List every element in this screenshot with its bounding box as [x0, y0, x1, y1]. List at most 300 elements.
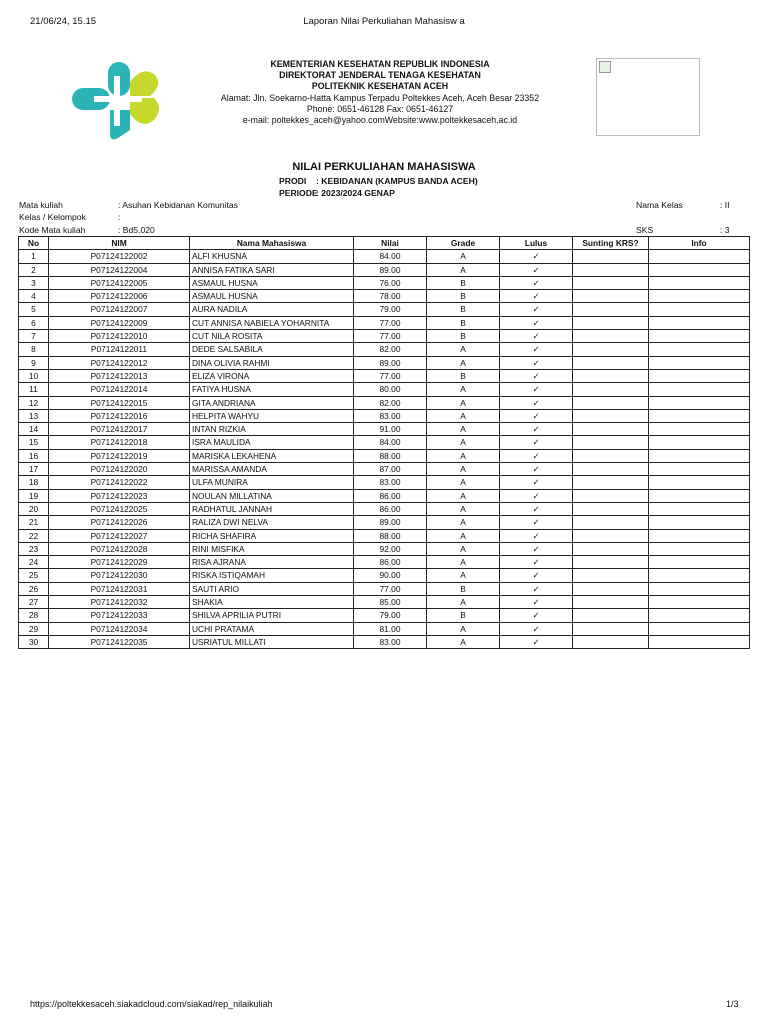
cell-nilai: 86.00: [354, 489, 427, 502]
table-row: [19, 343, 750, 356]
cell-no: 10: [19, 369, 49, 382]
cell-lulus: ✓: [500, 409, 573, 422]
table-row: [19, 463, 750, 476]
cell-info: [649, 343, 750, 356]
cell-info: [649, 383, 750, 396]
cell-nilai: 85.00: [354, 596, 427, 609]
cell-grade: A: [427, 396, 500, 409]
cell-no: 22: [19, 529, 49, 542]
table-row: [19, 423, 750, 436]
cell-lulus: ✓: [500, 396, 573, 409]
cell-sunting: [573, 250, 649, 263]
cell-no: 24: [19, 556, 49, 569]
cell-nilai: 90.00: [354, 569, 427, 582]
cell-lulus: ✓: [500, 463, 573, 476]
cell-name: ULFA MUNIRA: [190, 476, 354, 489]
institution-line3: POLITEKNIK KESEHATAN ACEH: [311, 81, 449, 92]
cell-grade: B: [427, 276, 500, 289]
cell-name: RINI MISFIKA: [190, 542, 354, 555]
cell-nim: P07124122031: [49, 582, 190, 595]
cell-no: 18: [19, 476, 49, 489]
cell-sunting: [573, 409, 649, 422]
table-row: [19, 356, 750, 369]
col-nilai-header: Nilai: [354, 237, 427, 250]
cell-nim: P07124122016: [49, 409, 190, 422]
cell-sunting: [573, 609, 649, 622]
cell-no: 15: [19, 436, 49, 449]
cell-no: 30: [19, 635, 49, 648]
kelas-kelompok-value: :: [118, 212, 121, 222]
cell-name: USRIATUL MILLATI: [190, 635, 354, 648]
cell-sunting: [573, 396, 649, 409]
cell-name: ANNISA FATIKA SARI: [190, 263, 354, 276]
cell-name: DEDE SALSABILA: [190, 343, 354, 356]
col-name-header: Nama Mahasiswa: [190, 237, 354, 250]
grades-table: [18, 236, 750, 649]
cell-name: HELPITA WAHYU: [190, 409, 354, 422]
report-title: NILAI PERKULIAHAN MAHASISWA: [292, 161, 476, 173]
cell-lulus: ✓: [500, 635, 573, 648]
cell-nilai: 82.00: [354, 396, 427, 409]
col-sunting-header: Sunting KRS?: [573, 237, 649, 250]
cell-nilai: 77.00: [354, 330, 427, 343]
cell-nim: P07124122025: [49, 502, 190, 515]
cell-nim: P07124122033: [49, 609, 190, 622]
cell-info: [649, 609, 750, 622]
cell-nim: P07124122023: [49, 489, 190, 502]
col-lulus-header: Lulus: [500, 237, 573, 250]
cell-no: 21: [19, 516, 49, 529]
cell-lulus: ✓: [500, 356, 573, 369]
cell-nim: P07124122004: [49, 263, 190, 276]
kemenkes-logo-icon: [70, 58, 162, 142]
nama-kelas-value: : II: [720, 200, 730, 210]
cell-no: 19: [19, 489, 49, 502]
cell-lulus: ✓: [500, 489, 573, 502]
cell-grade: B: [427, 609, 500, 622]
print-page-title: Laporan Nilai Perkuliahan Mahasisw a: [303, 16, 465, 27]
cell-info: [649, 569, 750, 582]
kelas-kelompok-label: Kelas / Kelompok: [19, 212, 86, 222]
cell-sunting: [573, 635, 649, 648]
cell-grade: B: [427, 303, 500, 316]
cell-info: [649, 263, 750, 276]
cell-lulus: ✓: [500, 250, 573, 263]
table-row: [19, 449, 750, 462]
cell-sunting: [573, 463, 649, 476]
cell-nilai: 88.00: [354, 529, 427, 542]
cell-info: [649, 596, 750, 609]
cell-lulus: ✓: [500, 609, 573, 622]
cell-no: 5: [19, 303, 49, 316]
institution-contact: e-mail: poltekkes_aceh@yahoo.comWebsite:www.poltekkesaceh.ac.id: [242, 115, 518, 126]
table-row: [19, 529, 750, 542]
cell-lulus: ✓: [500, 569, 573, 582]
cell-sunting: [573, 383, 649, 396]
cell-nim: P07124122015: [49, 396, 190, 409]
cell-name: GITA ANDRIANA: [190, 396, 354, 409]
cell-no: 26: [19, 582, 49, 595]
cell-info: [649, 449, 750, 462]
prodi-label: PRODI: [279, 176, 307, 186]
cell-nilai: 77.00: [354, 369, 427, 382]
cell-sunting: [573, 303, 649, 316]
col-grade-header: Grade: [427, 237, 500, 250]
sks-value: : 3: [720, 225, 730, 235]
broken-image-placeholder: [596, 58, 700, 136]
cell-nim: P07124122032: [49, 596, 190, 609]
cell-grade: A: [427, 263, 500, 276]
cell-name: SHAKIA: [190, 596, 354, 609]
kode-mk-label: Kode Mata kuliah: [19, 225, 86, 235]
cell-no: 14: [19, 423, 49, 436]
cell-nilai: 80.00: [354, 383, 427, 396]
cell-nim: P07124122030: [49, 569, 190, 582]
table-row: [19, 516, 750, 529]
cell-lulus: ✓: [500, 303, 573, 316]
cell-no: 20: [19, 502, 49, 515]
table-row: [19, 476, 750, 489]
institution-line1: KEMENTERIAN KESEHATAN REPUBLIK INDONESIA: [270, 59, 490, 69]
table-row: [19, 622, 750, 635]
cell-name: MARISKA LEKAHENA: [190, 449, 354, 462]
cell-lulus: ✓: [500, 423, 573, 436]
cell-nilai: 77.00: [354, 316, 427, 329]
cell-lulus: ✓: [500, 542, 573, 555]
cell-grade: A: [427, 423, 500, 436]
cell-grade: A: [427, 635, 500, 648]
cell-sunting: [573, 356, 649, 369]
cell-no: 8: [19, 343, 49, 356]
cell-sunting: [573, 489, 649, 502]
cell-lulus: ✓: [500, 476, 573, 489]
cell-grade: A: [427, 529, 500, 542]
cell-grade: B: [427, 369, 500, 382]
cell-no: 2: [19, 263, 49, 276]
cell-no: 7: [19, 330, 49, 343]
cell-no: 16: [19, 449, 49, 462]
cell-nilai: 83.00: [354, 409, 427, 422]
cell-nim: P07124122019: [49, 449, 190, 462]
cell-name: MARISSA AMANDA: [190, 463, 354, 476]
cell-info: [649, 542, 750, 555]
cell-nilai: 82.00: [354, 343, 427, 356]
cell-name: RICHA SHAFIRA: [190, 529, 354, 542]
cell-name: ALFI KHUSNA: [190, 250, 354, 263]
cell-nim: P07124122028: [49, 542, 190, 555]
cell-nim: P07124122018: [49, 436, 190, 449]
cell-sunting: [573, 569, 649, 582]
kode-mk-value: : Bd5.020: [118, 225, 155, 235]
table-row: [19, 596, 750, 609]
grades-table-body: [19, 250, 750, 649]
table-row: [19, 556, 750, 569]
cell-sunting: [573, 542, 649, 555]
cell-no: 23: [19, 542, 49, 555]
cell-nilai: 76.00: [354, 276, 427, 289]
cell-nilai: 81.00: [354, 622, 427, 635]
cell-lulus: ✓: [500, 316, 573, 329]
cell-sunting: [573, 263, 649, 276]
cell-nim: P07124122017: [49, 423, 190, 436]
cell-nilai: 77.00: [354, 582, 427, 595]
cell-info: [649, 463, 750, 476]
cell-name: DINA OLIVIA RAHMI: [190, 356, 354, 369]
cell-nim: P07124122012: [49, 356, 190, 369]
cell-name: RISA AJRANA: [190, 556, 354, 569]
cell-grade: B: [427, 316, 500, 329]
table-row: [19, 303, 750, 316]
cell-grade: B: [427, 290, 500, 303]
institution-header: [170, 59, 590, 126]
cell-nim: P07124122013: [49, 369, 190, 382]
cell-name: INTAN RIZKIA: [190, 423, 354, 436]
cell-info: [649, 316, 750, 329]
cell-grade: A: [427, 556, 500, 569]
cell-grade: A: [427, 436, 500, 449]
table-row: [19, 396, 750, 409]
cell-no: 1: [19, 250, 49, 263]
table-row: [19, 609, 750, 622]
cell-sunting: [573, 582, 649, 595]
table-row: [19, 276, 750, 289]
periode-value: : 2023/2024 GENAP: [316, 188, 395, 198]
cell-nim: P07124122026: [49, 516, 190, 529]
cell-lulus: ✓: [500, 529, 573, 542]
cell-grade: A: [427, 622, 500, 635]
prodi-value: : KEBIDANAN (KAMPUS BANDA ACEH): [316, 176, 478, 186]
cell-name: SAUTI ARIO: [190, 582, 354, 595]
cell-nim: P07124122009: [49, 316, 190, 329]
cell-grade: A: [427, 502, 500, 515]
cell-sunting: [573, 330, 649, 343]
print-footer-url: https://poltekkesaceh.siakadcloud.com/siakad/rep_nilaikuliah: [30, 999, 273, 1009]
cell-nim: P07124122027: [49, 529, 190, 542]
cell-sunting: [573, 502, 649, 515]
cell-name: RISKA ISTIQAMAH: [190, 569, 354, 582]
cell-nim: P07124122020: [49, 463, 190, 476]
cell-lulus: ✓: [500, 516, 573, 529]
cell-name: NOULAN MILLATINA: [190, 489, 354, 502]
table-row: [19, 290, 750, 303]
cell-sunting: [573, 529, 649, 542]
cell-name: CUT NILA ROSITA: [190, 330, 354, 343]
col-nim-header: NIM: [49, 237, 190, 250]
cell-lulus: ✓: [500, 263, 573, 276]
cell-nim: P07124122005: [49, 276, 190, 289]
cell-info: [649, 516, 750, 529]
cell-info: [649, 330, 750, 343]
cell-info: [649, 290, 750, 303]
cell-no: 25: [19, 569, 49, 582]
institution-line2: DIREKTORAT JENDERAL TENAGA KESEHATAN: [279, 70, 481, 81]
cell-nim: P07124122007: [49, 303, 190, 316]
cell-grade: A: [427, 489, 500, 502]
cell-grade: A: [427, 383, 500, 396]
cell-grade: A: [427, 542, 500, 555]
cell-info: [649, 635, 750, 648]
cell-sunting: [573, 622, 649, 635]
cell-name: ISRA MAULIDA: [190, 436, 354, 449]
cell-grade: A: [427, 476, 500, 489]
institution-phone: Phone: 0651-46128 Fax: 0651-46127: [306, 103, 454, 114]
cell-name: AURA NADILA: [190, 303, 354, 316]
cell-name: ASMAUL HUSNA: [190, 290, 354, 303]
cell-info: [649, 396, 750, 409]
cell-sunting: [573, 556, 649, 569]
cell-grade: A: [427, 596, 500, 609]
cell-info: [649, 250, 750, 263]
table-row: [19, 263, 750, 276]
cell-nilai: 79.00: [354, 609, 427, 622]
cell-lulus: ✓: [500, 436, 573, 449]
cell-lulus: ✓: [500, 596, 573, 609]
table-row: [19, 436, 750, 449]
cell-grade: A: [427, 569, 500, 582]
table-row: [19, 409, 750, 422]
cell-info: [649, 582, 750, 595]
cell-grade: B: [427, 582, 500, 595]
table-row: [19, 369, 750, 382]
cell-no: 28: [19, 609, 49, 622]
cell-sunting: [573, 316, 649, 329]
cell-name: SHILVA APRILIA PUTRI: [190, 609, 354, 622]
cell-nim: P07124122022: [49, 476, 190, 489]
cell-grade: A: [427, 516, 500, 529]
print-datetime: 21/06/24, 15.15: [30, 16, 97, 27]
print-page-number: 1/3: [726, 999, 739, 1009]
cell-info: [649, 356, 750, 369]
table-row: [19, 582, 750, 595]
cell-info: [649, 409, 750, 422]
cell-nilai: 91.00: [354, 423, 427, 436]
table-row: [19, 542, 750, 555]
cell-sunting: [573, 516, 649, 529]
cell-nilai: 88.00: [354, 449, 427, 462]
table-row: [19, 569, 750, 582]
cell-grade: A: [427, 409, 500, 422]
cell-nim: P07124122034: [49, 622, 190, 635]
cell-sunting: [573, 476, 649, 489]
col-no-header: No: [19, 237, 49, 250]
institution-address: Alamat: Jln. Soekarno-Hatta Kampus Terpadu Poltekkes Aceh, Aceh Besar 23352: [220, 92, 540, 103]
cell-nilai: 89.00: [354, 356, 427, 369]
cell-nim: P07124122014: [49, 383, 190, 396]
cell-lulus: ✓: [500, 582, 573, 595]
cell-info: [649, 476, 750, 489]
cell-lulus: ✓: [500, 330, 573, 343]
cell-name: CUT ANNISA NABIELA YOHARNITA: [190, 316, 354, 329]
cell-no: 17: [19, 463, 49, 476]
table-row: [19, 502, 750, 515]
cell-info: [649, 502, 750, 515]
cell-info: [649, 436, 750, 449]
cell-nilai: 87.00: [354, 463, 427, 476]
cell-grade: A: [427, 356, 500, 369]
table-row: [19, 383, 750, 396]
cell-nilai: 92.00: [354, 542, 427, 555]
cell-info: [649, 622, 750, 635]
cell-name: ELIZA VIRONA: [190, 369, 354, 382]
cell-nilai: 86.00: [354, 556, 427, 569]
cell-nim: P07124122029: [49, 556, 190, 569]
cell-sunting: [573, 449, 649, 462]
col-info-header: Info: [649, 237, 750, 250]
cell-nim: P07124122002: [49, 250, 190, 263]
cell-nim: P07124122006: [49, 290, 190, 303]
cell-name: RALIZA DWI NELVA: [190, 516, 354, 529]
cell-nilai: 89.00: [354, 516, 427, 529]
broken-image-icon: [599, 61, 611, 73]
cell-no: 12: [19, 396, 49, 409]
cell-nim: P07124122011: [49, 343, 190, 356]
cell-grade: B: [427, 330, 500, 343]
nama-kelas-label: Nama Kelas: [636, 200, 683, 210]
cell-nilai: 84.00: [354, 436, 427, 449]
cell-lulus: ✓: [500, 369, 573, 382]
cell-sunting: [573, 423, 649, 436]
cell-info: [649, 369, 750, 382]
cell-sunting: [573, 436, 649, 449]
table-row: [19, 250, 750, 263]
cell-lulus: ✓: [500, 383, 573, 396]
cell-lulus: ✓: [500, 343, 573, 356]
cell-no: 4: [19, 290, 49, 303]
cell-lulus: ✓: [500, 502, 573, 515]
cell-lulus: ✓: [500, 276, 573, 289]
cell-nilai: 83.00: [354, 635, 427, 648]
table-row: [19, 316, 750, 329]
cell-sunting: [573, 290, 649, 303]
cell-lulus: ✓: [500, 622, 573, 635]
cell-grade: A: [427, 250, 500, 263]
cell-no: 13: [19, 409, 49, 422]
cell-name: ASMAUL HUSNA: [190, 276, 354, 289]
cell-nim: P07124122035: [49, 635, 190, 648]
table-row: [19, 330, 750, 343]
cell-lulus: ✓: [500, 449, 573, 462]
cell-nilai: 78.00: [354, 290, 427, 303]
table-header-row: [19, 237, 750, 250]
cell-no: 9: [19, 356, 49, 369]
mata-kuliah-label: Mata kuliah: [19, 200, 63, 210]
cell-nilai: 84.00: [354, 250, 427, 263]
mata-kuliah-value: : Asuhan Kebidanan Komunitas: [118, 200, 238, 210]
cell-nim: P07124122010: [49, 330, 190, 343]
cell-name: RADHATUL JANNAH: [190, 502, 354, 515]
cell-grade: A: [427, 449, 500, 462]
cell-info: [649, 423, 750, 436]
cell-sunting: [573, 276, 649, 289]
cell-sunting: [573, 369, 649, 382]
cell-name: FATIYA HUSNA: [190, 383, 354, 396]
cell-no: 3: [19, 276, 49, 289]
cell-nilai: 79.00: [354, 303, 427, 316]
cell-nilai: 83.00: [354, 476, 427, 489]
cell-lulus: ✓: [500, 556, 573, 569]
cell-info: [649, 489, 750, 502]
table-row: [19, 489, 750, 502]
cell-sunting: [573, 343, 649, 356]
cell-grade: A: [427, 463, 500, 476]
cell-info: [649, 276, 750, 289]
cell-lulus: ✓: [500, 290, 573, 303]
cell-no: 6: [19, 316, 49, 329]
cell-no: 11: [19, 383, 49, 396]
cell-no: 27: [19, 596, 49, 609]
cell-info: [649, 556, 750, 569]
cell-name: UCHI PRATAMA: [190, 622, 354, 635]
